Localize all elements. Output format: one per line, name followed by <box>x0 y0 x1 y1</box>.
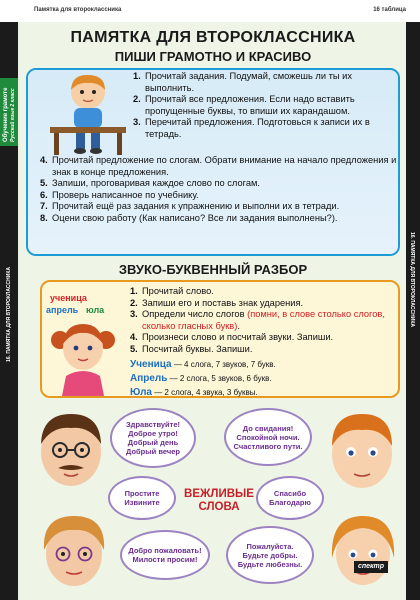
analysis-steps <box>130 286 396 356</box>
list-number: 5. <box>40 178 48 189</box>
example-line <box>130 387 258 398</box>
subject-label: Обучение грамоте <box>3 87 9 142</box>
section-heading-analysis: ЗВУКО-БУКВЕННЫЙ РАЗБОР <box>118 262 308 277</box>
poster-content <box>20 22 406 600</box>
girl-portrait-illustration <box>322 508 404 592</box>
list-number: 6. <box>40 189 48 200</box>
list-text: Запиши, проговаривая каждое слово по слогам. <box>52 178 260 189</box>
list-number: 1. <box>133 71 141 81</box>
list-number: 7. <box>40 201 48 212</box>
list-number: 1. <box>130 286 138 296</box>
polite-words-section <box>20 404 406 594</box>
boy-at-desk-illustration <box>42 72 132 158</box>
list-number: 2. <box>130 297 138 308</box>
list-text: Прочитай задания. Подумай, сможешь ли ты их выполнить. <box>145 71 352 93</box>
cloud-line: Благодарю <box>269 498 311 507</box>
cloud-line: До свидания! <box>242 423 294 433</box>
boy-illustration <box>320 404 404 500</box>
cloud-line: Добрый день <box>127 438 179 447</box>
list-item <box>40 155 400 178</box>
cloud-line: Спокойной ночи. <box>236 432 300 442</box>
list-number: 3. <box>133 117 141 128</box>
example-line <box>130 373 272 384</box>
cloud-line: Здравствуйте! <box>125 420 181 429</box>
father-illustration <box>28 406 114 492</box>
cloud-line: Милости просим! <box>132 555 198 564</box>
list-text: Определи число слогов <box>142 309 248 320</box>
list-number: 8. <box>40 212 48 223</box>
publisher-logo: спектр <box>354 561 388 573</box>
publisher-fineprint <box>390 561 406 575</box>
poster-header-title: Памятка для второклассника <box>34 7 122 13</box>
list-text: Оцени свою работу (Как написано? Все ли задания выполнены?). <box>52 212 338 223</box>
list-item <box>133 117 395 140</box>
speech-cloud-please <box>228 528 312 582</box>
cloud-line: Добрый вечер <box>126 447 180 456</box>
cloud-line: Простите <box>124 489 160 498</box>
list-note: (помни, в слове столько слогов, сколько гласных букв) <box>142 309 385 331</box>
example-detail: — 2 слога, 5 звуков, 6 букв. <box>167 374 272 383</box>
girl-illustration <box>48 318 118 396</box>
list-text: Прочитай предложение по слогам. Обрати внимание на начало предложения и знак в конце предложения. <box>52 155 397 177</box>
cloud-line: Будьте добры. <box>242 550 298 560</box>
list-text: Проверь написанное по учебнику. <box>52 189 199 200</box>
speech-cloud-welcome <box>122 532 208 578</box>
list-number: 2. <box>133 94 141 105</box>
cloud-line: Счастливого пути. <box>233 441 303 451</box>
list-item <box>133 71 395 94</box>
example-detail: — 4 слога, 7 звуков, 7 букв. <box>171 360 276 369</box>
speech-cloud-greetings <box>112 410 194 466</box>
list-item <box>40 201 400 213</box>
list-text: Прочитай слово. <box>142 286 214 296</box>
list-number: 5. <box>130 343 138 354</box>
cloud-line: Извините <box>124 498 160 507</box>
left-side-strip <box>0 22 18 600</box>
list-item <box>130 332 396 344</box>
series-label-right: 16. ПАМЯТКА ДЛЯ ВТОРОКЛАССНИКА <box>409 232 415 327</box>
list-item <box>130 286 396 298</box>
section-heading-writing: ПИШИ ГРАМОТНО И КРАСИВО <box>114 49 312 64</box>
list-text: Перечитай предложения. Подготовься к записи их в тетрадь. <box>145 117 370 139</box>
writing-steps-top <box>133 71 395 141</box>
example-word: Юла <box>130 387 152 398</box>
list-item <box>130 298 396 310</box>
example-line <box>130 359 276 370</box>
cloud-line: Пожалуйста. <box>246 541 294 551</box>
example-word: Апрель <box>130 373 168 384</box>
list-item <box>40 213 400 225</box>
right-side-strip <box>406 22 420 600</box>
list-item <box>130 344 396 356</box>
list-item <box>40 190 400 202</box>
list-number: 4. <box>40 155 48 165</box>
word-uchenitsa: ученица <box>50 293 87 303</box>
cloud-line: Будьте любезны. <box>237 559 303 569</box>
polite-words-title: ВЕЖЛИВЫЕ СЛОВА <box>184 488 254 513</box>
series-label-left: 16. ПАМЯТКА ДЛЯ ВТОРОКЛАССНИКА <box>6 267 12 362</box>
list-number: 4. <box>130 332 138 343</box>
list-text: Посчитай буквы. Запиши. <box>142 343 253 354</box>
list-item <box>130 309 396 332</box>
subject-sublabel: Русский язык 2 класс <box>10 88 16 142</box>
word-aprel: апрель <box>46 305 79 315</box>
poster-title: ПАМЯТКА ДЛЯ ВТОРОКЛАССНИКА <box>70 29 356 46</box>
list-text: Произнеси слово и посчитай звуки. Запиши. <box>142 332 334 343</box>
example-word: Ученица <box>130 359 172 370</box>
cloud-line: Спасибо <box>273 489 307 498</box>
word-yula: юла <box>86 305 105 315</box>
grandmother-illustration <box>32 508 116 592</box>
list-number: 3. <box>130 309 138 320</box>
list-text: Прочитай ещё раз задания к упражнению и выполни их в тетради. <box>52 201 340 212</box>
list-item <box>40 178 400 190</box>
cloud-line: Добро пожаловать! <box>128 546 202 555</box>
list-item <box>133 94 395 117</box>
cloud-line: Доброе утро! <box>128 429 178 438</box>
writing-steps-bottom <box>40 155 400 225</box>
example-detail: — 2 слога, 4 звука, 3 буквы. <box>151 388 258 397</box>
list-text-tail: . <box>237 320 240 331</box>
top-bar <box>0 0 420 22</box>
speech-cloud-farewells <box>226 410 310 464</box>
list-text: Прочитай все предложения. Если надо вставить пропущенные буквы, то впиши их карандашом. <box>145 94 355 116</box>
poster-number: 16 таблица <box>373 7 406 13</box>
list-text: Запиши его и поставь знак ударения. <box>142 297 304 308</box>
